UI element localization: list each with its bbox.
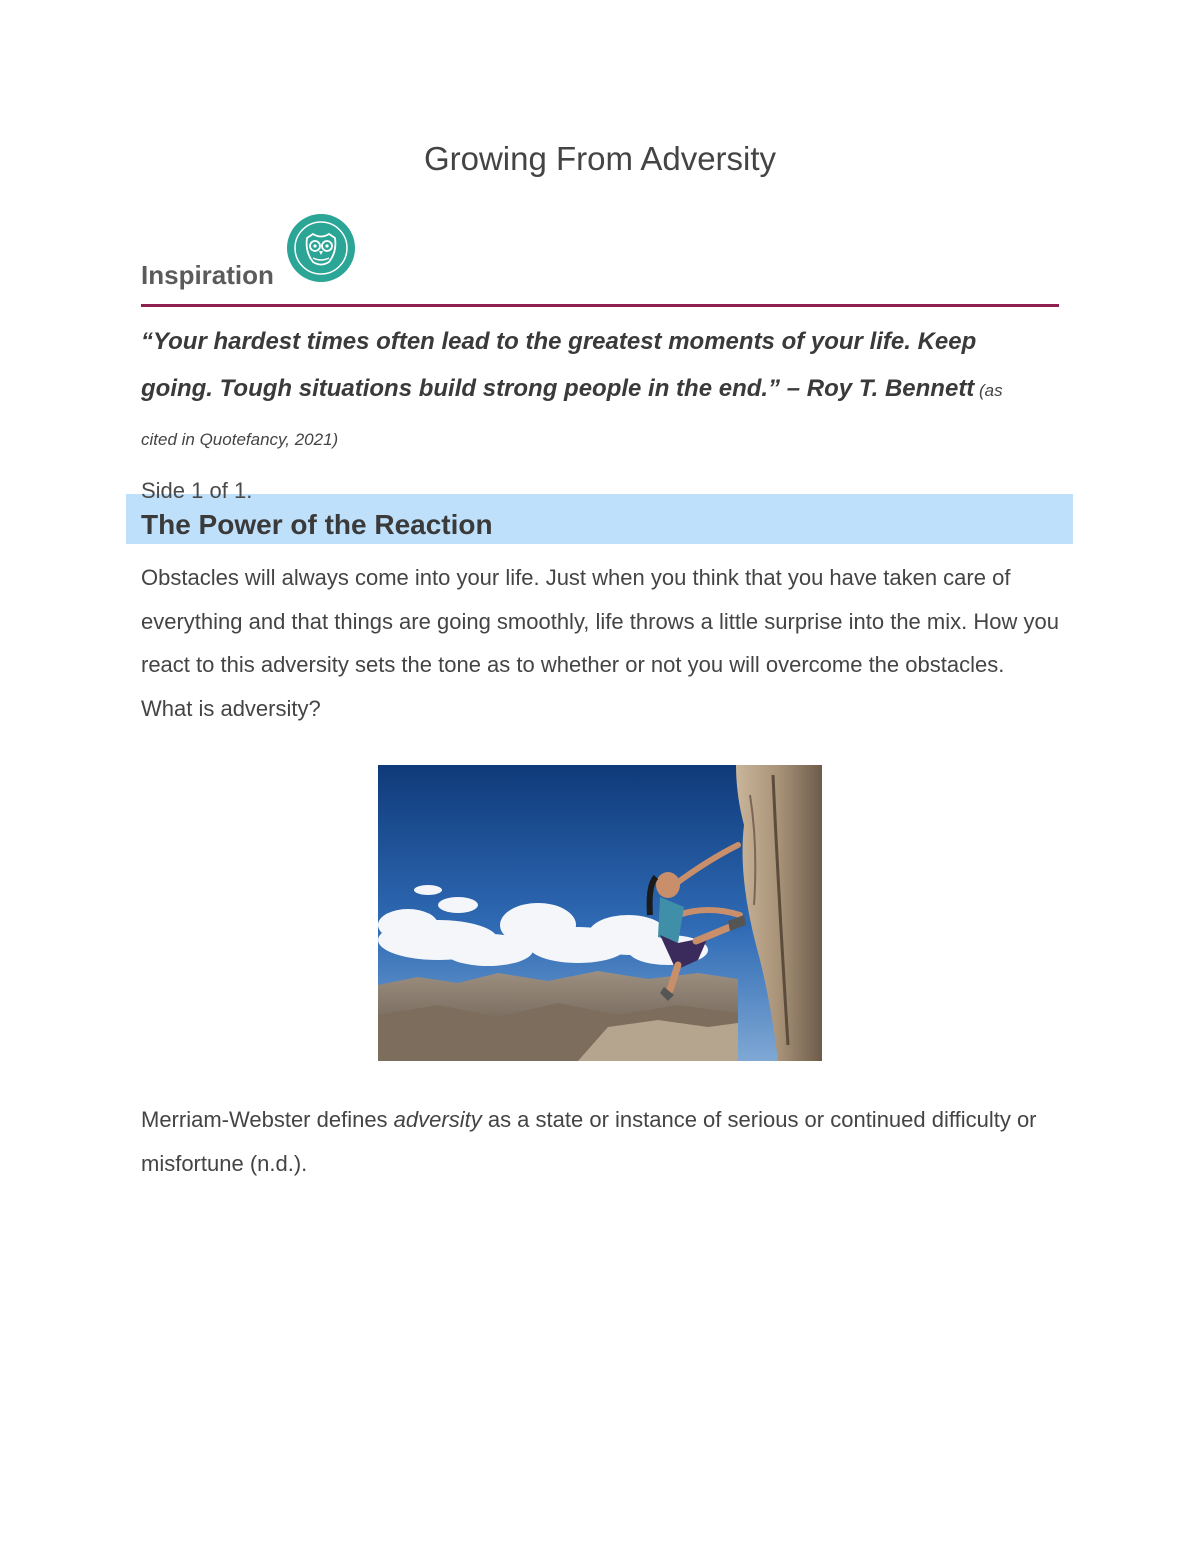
quote-text: “Your hardest times often lead to the greatest moments of your life. Keep going. Tough situations build strong people in the end.” – Roy T. Bennett — [141, 328, 977, 402]
inspiration-divider — [141, 304, 1059, 307]
inspiration-label: Inspiration — [141, 260, 274, 290]
inspiration-quote — [141, 318, 1041, 463]
definition-body: as a state or instance of serious or continued difficulty or misfortune (n.d.). — [141, 1107, 1037, 1176]
rock-climber-image — [378, 765, 822, 1061]
page-title: Growing From Adversity — [423, 140, 777, 177]
definition-term: adversity — [393, 1107, 482, 1132]
section-paragraph: Obstacles will always come into your life. Just when you think that you have taken care of everything and that things are going smoothly, life throws a little surprise into the mix. How you react to this adversity sets the tone as to whether or not you will overcome the obstacles. What is adversity? — [141, 565, 1059, 721]
definition-paragraph — [141, 1098, 1059, 1185]
owl-icon — [287, 214, 355, 282]
side-indicator: Side 1 of 1. — [141, 478, 253, 503]
inspiration-header — [141, 212, 1059, 307]
definition-lead: Merriam-Webster defines — [141, 1107, 394, 1132]
section-heading: The Power of the Reaction — [141, 509, 493, 540]
quote-citation: (as cited in Quotefancy, 2021) — [141, 381, 1003, 449]
